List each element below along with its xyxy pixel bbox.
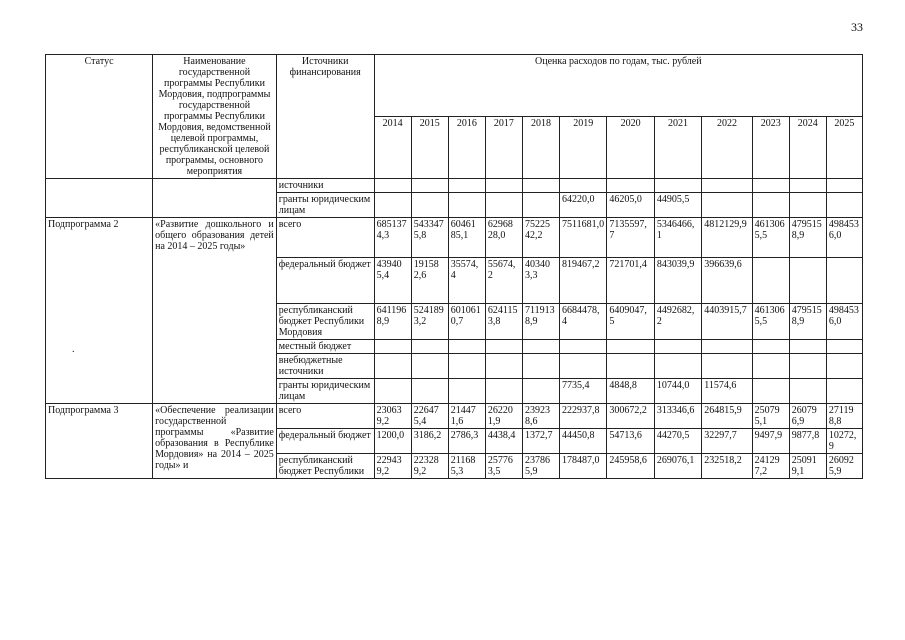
source-cell: гранты юридическим лицам (276, 193, 374, 218)
value-cell-2020: 245958,6 (607, 454, 654, 479)
value-cell-2024: 9877,8 (789, 429, 826, 454)
value-cell-2018: 237865,9 (522, 454, 559, 479)
value-cell-2016: 35574,4 (448, 258, 485, 304)
value-cell-2025 (826, 379, 862, 404)
value-cell-2018 (522, 179, 559, 193)
source-cell: федеральный бюджет (276, 429, 374, 454)
value-cell-2021: 269076,1 (654, 454, 701, 479)
value-cell-2016 (448, 179, 485, 193)
value-cell-2015: 191582,6 (411, 258, 448, 304)
source-cell: республиканский бюджет Республики (276, 454, 374, 479)
name-subprogram-3: «Обеспечение реализации государственной программы «Развитие образования в Республике Мордовия» на 2014 – 2025 годы» и (153, 404, 277, 479)
value-cell-2024 (789, 258, 826, 304)
value-cell-2020: 4848,8 (607, 379, 654, 404)
value-cell-2014: 229439,2 (374, 454, 411, 479)
value-cell-2017 (485, 340, 522, 354)
value-cell-2021: 4492682,2 (654, 304, 701, 340)
value-cell-2019 (560, 340, 607, 354)
header-status: Статус (46, 55, 153, 179)
value-cell-2015 (411, 179, 448, 193)
header-year: 2019 (560, 117, 607, 179)
value-cell-2020: 46205,0 (607, 193, 654, 218)
value-cell-2019: 7511681,0 (560, 218, 607, 258)
value-cell-2019: 64220,0 (560, 193, 607, 218)
value-cell-2024: 250919,1 (789, 454, 826, 479)
value-cell-2015 (411, 354, 448, 379)
value-cell-2018: 711913 8,9 (522, 304, 559, 340)
value-cell-2022: 4403915,7 (702, 304, 752, 340)
stray-mark: . (72, 344, 75, 355)
source-cell: гранты юридическим лицам (276, 379, 374, 404)
value-cell-2017: 4438,4 (485, 429, 522, 454)
value-cell-2015: 5433475,8 (411, 218, 448, 258)
source-cell: республиканский бюджет Республики Мордовия (276, 304, 374, 340)
value-cell-2020: 721701,4 (607, 258, 654, 304)
table-row (46, 218, 863, 258)
page-number: 33 (851, 20, 863, 34)
value-cell-2024: 260796,9 (789, 404, 826, 429)
name-subprogram-2: «Развитие дошкольного и общего образования детей на 2014 – 2025 годы» (153, 218, 277, 404)
value-cell-2017 (485, 379, 522, 404)
value-cell-2025: 10272,9 (826, 429, 862, 454)
value-cell-2018: 239238,6 (522, 404, 559, 429)
value-cell-2024 (789, 193, 826, 218)
value-cell-2015: 3186,2 (411, 429, 448, 454)
value-cell-2018: 403403,3 (522, 258, 559, 304)
value-cell-2024 (789, 379, 826, 404)
value-cell-2020: 300672,2 (607, 404, 654, 429)
value-cell-2020 (607, 354, 654, 379)
value-cell-2019: 6684478,4 (560, 304, 607, 340)
value-cell-2016: 2786,3 (448, 429, 485, 454)
source-cell: местный бюджет (276, 340, 374, 354)
status-subprogram-2: Подпрограмма 2 (46, 218, 153, 404)
value-cell-2016: 60461 85,1 (448, 218, 485, 258)
value-cell-2016: 214471,6 (448, 404, 485, 429)
header-year: 2022 (702, 117, 752, 179)
value-cell-2019 (560, 179, 607, 193)
value-cell-2019: 7735,4 (560, 379, 607, 404)
value-cell-2017: 262201,9 (485, 404, 522, 429)
value-cell-2025: 4984536,0 (826, 218, 862, 258)
source-cell: федеральный бюджет (276, 258, 374, 304)
value-cell-2017 (485, 179, 522, 193)
header-year: 2025 (826, 117, 862, 179)
value-cell-2019: 44450,8 (560, 429, 607, 454)
value-cell-2020 (607, 179, 654, 193)
value-cell-2025 (826, 179, 862, 193)
status-subprogram-3: Подпрограмма 3 (46, 404, 153, 479)
value-cell-2022 (702, 354, 752, 379)
value-cell-2023: 4613065,5 (752, 304, 789, 340)
value-cell-2021 (654, 354, 701, 379)
value-cell-2020: 6409047,5 (607, 304, 654, 340)
value-cell-2018 (522, 354, 559, 379)
value-cell-2023 (752, 258, 789, 304)
value-cell-2023: 241297,2 (752, 454, 789, 479)
value-cell-2021: 843039,9 (654, 258, 701, 304)
value-cell-2017: 62968 28,0 (485, 218, 522, 258)
value-cell-2018: 1372,7 (522, 429, 559, 454)
value-cell-2018 (522, 340, 559, 354)
value-cell-2021: 44905,5 (654, 193, 701, 218)
value-cell-2018: 75225 42,2 (522, 218, 559, 258)
value-cell-2023: 9497,9 (752, 429, 789, 454)
status-cell-empty (46, 179, 153, 218)
value-cell-2024 (789, 179, 826, 193)
value-cell-2022 (702, 340, 752, 354)
value-cell-2016 (448, 340, 485, 354)
value-cell-2015 (411, 193, 448, 218)
table-row (46, 179, 863, 193)
value-cell-2019: 819467,2 (560, 258, 607, 304)
value-cell-2021: 44270,5 (654, 429, 701, 454)
source-cell: внебюджетные источники (276, 354, 374, 379)
header-year: 2021 (654, 117, 701, 179)
value-cell-2014: 230639,2 (374, 404, 411, 429)
value-cell-2014: 6411968,9 (374, 304, 411, 340)
value-cell-2014 (374, 193, 411, 218)
value-cell-2021 (654, 340, 701, 354)
value-cell-2014: 6851374,3 (374, 218, 411, 258)
value-cell-2022 (702, 179, 752, 193)
value-cell-2023: 4613065,5 (752, 218, 789, 258)
value-cell-2017 (485, 193, 522, 218)
value-cell-2014 (374, 354, 411, 379)
value-cell-2025 (826, 354, 862, 379)
value-cell-2017 (485, 354, 522, 379)
value-cell-2025 (826, 340, 862, 354)
value-cell-2022: 396639,6 (702, 258, 752, 304)
value-cell-2016 (448, 354, 485, 379)
value-cell-2022: 32297,7 (702, 429, 752, 454)
value-cell-2015 (411, 340, 448, 354)
header-sources: Источники финансирования (276, 55, 374, 179)
header-year: 2016 (448, 117, 485, 179)
value-cell-2023 (752, 179, 789, 193)
header-year: 2014 (374, 117, 411, 179)
value-cell-2017: 55674,2 (485, 258, 522, 304)
value-cell-2023 (752, 340, 789, 354)
value-cell-2023 (752, 193, 789, 218)
expense-table (45, 54, 863, 479)
header-name: Наименование государственной программы Республики Мордовия, подпрограммы государственной программы Республики Мордовия, ведомственной целевой программы, республиканской целевой программы, основного мероприятия (153, 55, 277, 179)
source-cell: источники (276, 179, 374, 193)
value-cell-2025 (826, 258, 862, 304)
header-year: 2023 (752, 117, 789, 179)
value-cell-2019: 222937,8 (560, 404, 607, 429)
value-cell-2025: 260925,9 (826, 454, 862, 479)
value-cell-2020: 54713,6 (607, 429, 654, 454)
value-cell-2024: 4795158,9 (789, 304, 826, 340)
value-cell-2018 (522, 379, 559, 404)
value-cell-2016: 211685,3 (448, 454, 485, 479)
value-cell-2024: 4795158,9 (789, 218, 826, 258)
value-cell-2017: 257763,5 (485, 454, 522, 479)
name-cell-empty (153, 179, 277, 218)
value-cell-2021: 5346466,1 (654, 218, 701, 258)
value-cell-2015: 5241893,2 (411, 304, 448, 340)
value-cell-2014 (374, 379, 411, 404)
value-cell-2022: 232518,2 (702, 454, 752, 479)
value-cell-2020: 7135597,7 (607, 218, 654, 258)
value-cell-2015: 226475,4 (411, 404, 448, 429)
value-cell-2021 (654, 179, 701, 193)
header-row-1 (46, 55, 863, 117)
value-cell-2022 (702, 193, 752, 218)
value-cell-2017: 624115 3,8 (485, 304, 522, 340)
header-year: 2020 (607, 117, 654, 179)
value-cell-2018 (522, 193, 559, 218)
source-cell: всего (276, 404, 374, 429)
value-cell-2025: 271198,8 (826, 404, 862, 429)
value-cell-2014 (374, 340, 411, 354)
value-cell-2021: 313346,6 (654, 404, 701, 429)
value-cell-2023: 250795,1 (752, 404, 789, 429)
value-cell-2015: 223289,2 (411, 454, 448, 479)
header-year: 2024 (789, 117, 826, 179)
value-cell-2020 (607, 340, 654, 354)
header-estimate: Оценка расходов по годам, тыс. рублей (374, 55, 862, 117)
value-cell-2016: 601061 0,7 (448, 304, 485, 340)
value-cell-2016 (448, 379, 485, 404)
header-year: 2015 (411, 117, 448, 179)
header-year: 2018 (522, 117, 559, 179)
value-cell-2023 (752, 379, 789, 404)
value-cell-2014 (374, 179, 411, 193)
value-cell-2019: 178487,0 (560, 454, 607, 479)
value-cell-2024 (789, 340, 826, 354)
value-cell-2024 (789, 354, 826, 379)
table-row (46, 404, 863, 429)
value-cell-2023 (752, 354, 789, 379)
value-cell-2022: 264815,9 (702, 404, 752, 429)
value-cell-2021: 10744,0 (654, 379, 701, 404)
source-cell: всего (276, 218, 374, 258)
value-cell-2025: 4984536,0 (826, 304, 862, 340)
value-cell-2022: 11574,6 (702, 379, 752, 404)
value-cell-2025 (826, 193, 862, 218)
value-cell-2016 (448, 193, 485, 218)
value-cell-2015 (411, 379, 448, 404)
value-cell-2019 (560, 354, 607, 379)
value-cell-2014: 439405,4 (374, 258, 411, 304)
value-cell-2022: 4812129,9 (702, 218, 752, 258)
header-year: 2017 (485, 117, 522, 179)
value-cell-2014: 1200,0 (374, 429, 411, 454)
